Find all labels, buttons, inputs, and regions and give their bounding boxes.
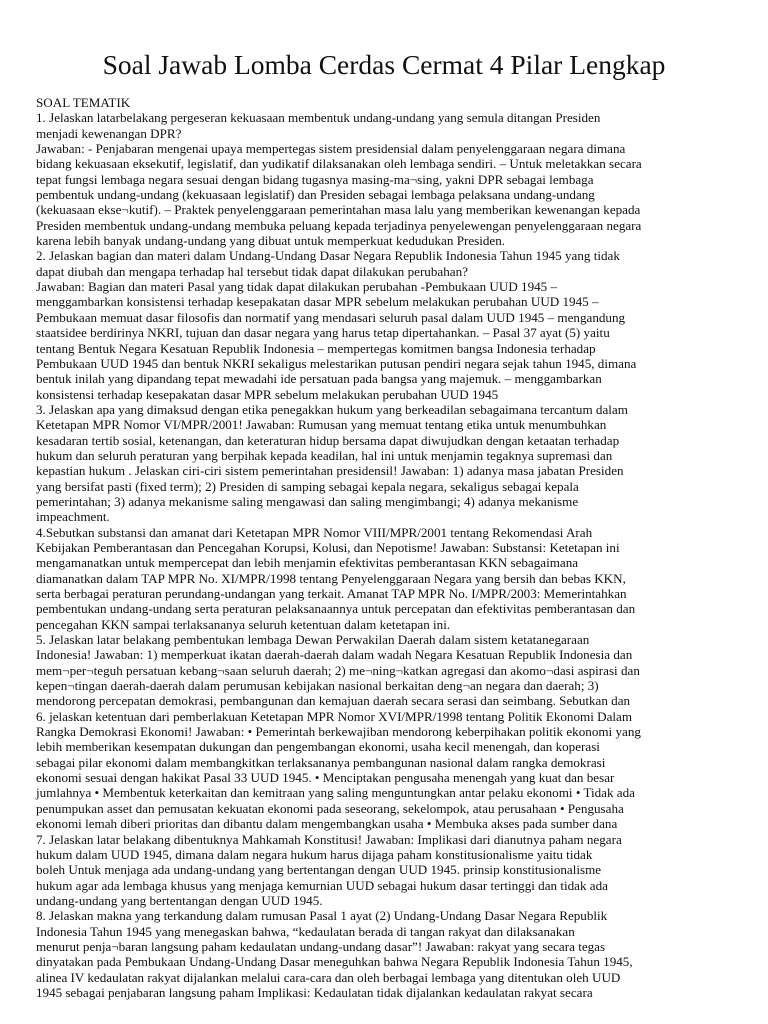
text-line: Jawaban: Bagian dan materi Pasal yang tidak dapat dilakukan perubahan -Pembukaan UUD 1945 – — [36, 279, 558, 295]
text-line: jumlahnya • Membentuk keterkaitan dan kemitraan yang saling menguntungkan antar pelaku ekonomi • Tidak ada — [36, 785, 635, 801]
text-line: menurut penja¬baran langsung paham kedaulatan undang-undang dasar”! Jawaban: rakyat yang secara tegas — [36, 938, 606, 954]
text-line: Indonesia Tahun 1945 yang menegaskan bahwa, “kedaulatan berada di tangan rakyat dan dilaksanakan — [36, 923, 575, 939]
text-line: diamanatkan dalam TAP MPR No. XI/MPR/1998 tentang Penyelenggaraan Negara yang bersih dan bebas KKN, — [36, 570, 626, 586]
text-line: menggambarkan konsistensi terhadap kesepakatan dasar MPR sebelum melakukan perubahan UUD 1945 – — [36, 294, 599, 310]
document-body — [36, 95, 736, 1000]
text-line: Indonesia! Jawaban: 1) memperkuat ikatan daerah-daerah dalam wadah Negara Kesatuan Republik Indonesia dan — [36, 647, 633, 663]
text-line: menjadi kewenangan DPR? — [36, 125, 182, 141]
text-line: karena lebih banyak undang-undang yang dibuat untuk memperkuat kedudukan Presiden. — [36, 233, 506, 249]
text-line: (kekuasaan ekse¬kutif). – Praktek penyelenggaraan pemerintahan masa lalu yang memberikan kewenangan kepada — [36, 202, 641, 218]
text-line: 1945 sebagai penjabaran langsung paham Implikasi: Kedaulatan tidak dijalankan kedaulatan rakyat secara — [36, 984, 593, 1000]
text-line: pembentuk undang-undang (kekuasaan legislatif) dan Presiden sebagai lembaga pelaksana undang-undang — [36, 187, 595, 203]
text-line: tepat fungsi lembaga negara sesuai dengan bidang tugasnya masing-ma¬sing, yakni DPR sebagai lembaga — [36, 171, 594, 187]
text-line: 6. jelaskan ketentuan dari pemberlakuan Ketetapan MPR Nomor XVI/MPR/1998 tentang Politik Ekonomi Dalam — [36, 708, 633, 724]
text-line: mem¬per¬teguh persatuan kebang¬saan seluruh daerah; 2) me¬ning¬katkan agregasi dan akomo¬dasi aspirasi dan — [36, 662, 640, 678]
text-line: staatsidee berdirinya NKRI, tujuan dan dasar negara yang harus tetap dipertahankan. – Pasal 37 ayat (5) yaitu — [36, 325, 610, 341]
text-line: penumpukan asset dan pemusatan kekuatan ekonomi pada seseorang, sekelompok, atau perusahaan • Pengusaha — [36, 800, 624, 816]
text-line: hukum agar ada lembaga khusus yang menjaga kemurnian UUD sebagai hukum dasar tertinggi dan tidak ada — [36, 877, 608, 893]
text-line: mendorong percepatan demokrasi, pembangunan dan kemajuan daerah secara serasi dan seimbang. Sebutkan dan — [36, 693, 631, 709]
text-line: 7. Jelaskan latar belakang dibentuknya Mahkamah Konstitusi! Jawaban: Implikasi dari dianutnya paham negara — [36, 831, 622, 847]
text-line: 3. Jelaskan apa yang dimaksud dengan etika penegakkan hukum yang berkeadilan sebagaimana tercantum dalam — [36, 401, 628, 417]
text-line: bidang kekuasaan eksekutif, legislatif, dan yudikatif dilaksanakan oleh lembaga sendiri. – Untuk meletakkan secara — [36, 156, 642, 172]
text-line: Rangka Demokrasi Ekonomi! Jawaban: • Pemerintah berkewajiban mendorong keberpihakan politik ekonomi yang — [36, 724, 641, 740]
text-line: dapat diubah dan mengapa terhadap hal tersebut tidak dapat dilakukan perubahan? — [36, 263, 468, 279]
text-line: 1. Jelaskan latarbelakang pergeseran kekuasaan membentuk undang-undang yang semula ditangan Presiden — [36, 110, 601, 126]
text-line: kepastian hukum . Jelaskan ciri-ciri sistem pemerintahan presidensil! Jawaban: 1) adanya masa jabatan Presiden — [36, 463, 624, 479]
text-line: mengamanatkan untuk mempercepat dan lebih menjamin efektivitas pemberantasan KKN sebagaimana — [36, 555, 579, 571]
text-line: pencegahan KKN sampai terlaksananya seluruh ketentuan dalam ketetapan ini. — [36, 616, 451, 632]
text-line: hukum dan seluruh peraturan yang berpihak kepada keadilan, hal ini untuk menjamin tegaknya supremasi dan — [36, 447, 613, 463]
text-line: kesadaran tertib sosial, ketenangan, dan keteraturan hidup bersama dapat diwujudkan dengan ketaatan terhadap — [36, 432, 620, 448]
text-line: yang bersifat pasti (fixed term); 2) Presiden di samping sebagai kepala negara, sekaligus sebagai kepala — [36, 478, 579, 494]
text-line: tentang Bentuk Negara Kesatuan Republik Indonesia – mempertegas komitmen bangsa Indonesia terhadap — [36, 340, 596, 356]
text-line: hukum dalam UUD 1945, dimana dalam negara hukum harus dijaga paham konstitusionalisme yaitu tidak — [36, 846, 593, 862]
text-line: Kebijakan Pemberantasan dan Pencegahan Korupsi, Kolusi, dan Nepotisme! Jawaban: Substansi: Ketetapan ini — [36, 539, 620, 555]
text-line: impeachment. — [36, 509, 110, 525]
text-line: Pembukaan memuat dasar filosofis dan normatif yang mendasari seluruh pasal dalam UUD 1945 – mengandung — [36, 309, 626, 325]
text-line: 8. Jelaskan makna yang terkandung dalam rumusan Pasal 1 ayat (2) Undang-Undang Dasar Negara Republik — [36, 908, 608, 924]
text-line: ekonomi sesuai dengan hakikat Pasal 33 UUD 1945. • Menciptakan pengusaha menengah yang kuat dan besar — [36, 770, 615, 786]
text-line: SOAL TEMATIK — [36, 95, 131, 110]
text-line: undang-undang yang bertentangan dengan UUD 1945. — [36, 892, 323, 908]
text-line: 2. Jelaskan bagian dan materi dalam Undang-Undang Dasar Negara Republik Indonesia Tahun 1945 yang tidak — [36, 248, 620, 264]
text-line: Ketetapan MPR Nomor VI/MPR/2001! Jawaban: Rumusan yang memuat tentang etika untuk menumbuhkan — [36, 417, 607, 433]
text-line: konsistensi terhadap kesepakatan dasar MPR sebelum melakukan perubahan UUD 1945 — [36, 386, 499, 402]
text-line: bentuk inilah yang dipandang tepat mewadahi ide persatuan pada bangsa yang majemuk. – menggambarkan — [36, 371, 602, 387]
document-title: Soal Jawab Lomba Cerdas Cermat 4 Pilar Lengkap — [102, 49, 666, 80]
text-line: Pembukaan UUD 1945 dan bentuk NKRI sekaligus melestarikan putusan pendiri negara sejak tahun 1945, dimana — [36, 355, 637, 371]
text-line: serta berbagai peraturan perundang-undangan yang terkait. Amanat TAP MPR No. I/MPR/2003: Memerintahkan — [36, 586, 627, 601]
text-line: 5. Jelaskan latar belakang pembentukan lembaga Dewan Perwakilan Daerah dalam sistem ketatanegaraan — [36, 632, 590, 648]
text-line: pemerintahan; 3) adanya mekanisme saling mengawasi dan saling mengimbangi; 4) adanya mekanisme — [36, 493, 579, 509]
text-line: boleh Untuk menjaga ada undang-undang yang bertentangan dengan UUD 1945. prinsip konstitusionalisme — [36, 862, 602, 878]
text-line: ekonomi lemah diberi prioritas dan dibantu dalam mengembangkan usaha • Membuka akses pada sumber dana — [36, 816, 618, 832]
text-line: kepen¬tingan daerah-daerah dalam perumusan kebijakan nasional berkaitan deng¬an negara dan daerah; 3) — [36, 678, 599, 694]
text-line: sebagai pilar ekonomi dalam membangkitkan terlaksananya pembangunan nasional dalam rangka demokrasi — [36, 754, 606, 770]
text-line: lebih memberikan kesempatan dukungan dan pengembangan ekonomi, usaha kecil menengah, dan koperasi — [36, 739, 600, 755]
text-line: alinea IV kedaulatan rakyat dijalankan melalui cara-cara dan oleh berbagai lembaga yang ditentukan oleh UUD — [36, 969, 621, 985]
text-line: 4.Sebutkan substansi dan amanat dari Ketetapan MPR Nomor VIII/MPR/2001 tentang Rekomendasi Arah — [36, 524, 593, 540]
text-line: Jawaban: - Penjabaran mengenai upaya mempertegas sistem presidensial dalam penyelenggaraan negara dimana — [36, 141, 626, 157]
text-line: Presiden membentuk undang-undang membuka peluang kepada terjadinya penyelewengan penyelenggaraan negara — [36, 217, 642, 233]
text-line: pembentukan undang-undang serta peraturan pelaksanaannya untuk percepatan dan efektivitas pemberantasan dan — [36, 601, 636, 617]
text-line: dinyatakan pada Pembukaan Undang-Undang Dasar meneguhkan bahwa Negara Republik Indonesia Tahun 1945, — [36, 954, 633, 970]
